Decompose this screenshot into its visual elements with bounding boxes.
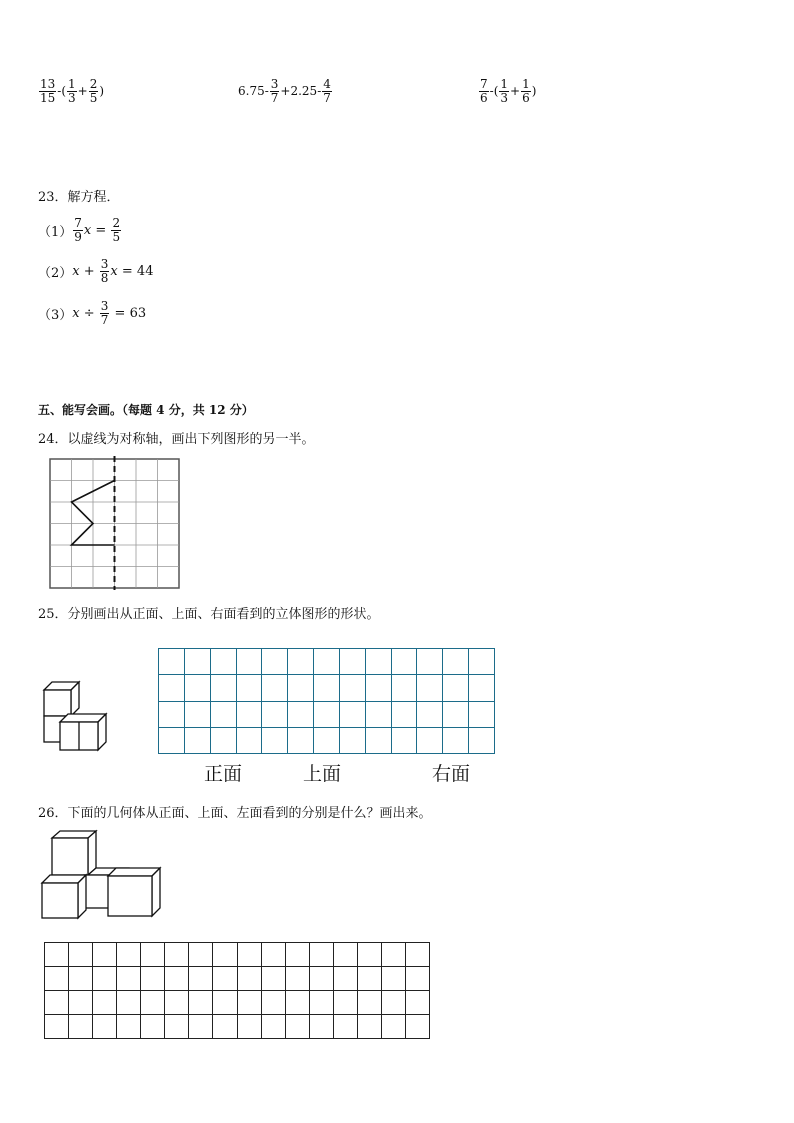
equation-1: （1） $\frac{7}{9}$ x = $\frac{2}{5}$ xyxy=(38,216,121,244)
equation-3: （3） x ÷ $\frac{3}{7}$ = 63 xyxy=(38,299,147,327)
equation-2: （2） x + $\frac{3}{8}$ x = 44 xyxy=(38,257,154,285)
cube-structure-figure xyxy=(38,828,164,922)
calc-expression-3: $\frac{7}{6}$ -( $\frac{1}{3}$ + $\frac{1}{6}$ ) xyxy=(480,77,537,105)
drawing-grid-q25[interactable] xyxy=(158,648,495,754)
question-26-text: 26．下面的几何体从正面、上面、左面看到的分别是什么？画出来。 xyxy=(38,806,432,821)
fraction: $\frac{13}{15}$ xyxy=(40,77,56,105)
question-24-text: 24．以虚线为对称轴，画出下列图形的另一半。 xyxy=(38,432,315,447)
fraction: $\frac{3}{7}$ xyxy=(100,299,109,327)
fraction: $\frac{2}{5}$ xyxy=(89,77,98,105)
view-label-top: 上面 xyxy=(303,763,342,785)
fraction: $\frac{3}{7}$ xyxy=(270,77,279,105)
calc-expression-2: 6.75- $\frac{3}{7}$ +2.25- $\frac{4}{7}$ xyxy=(238,77,331,105)
fraction: $\frac{3}{8}$ xyxy=(100,257,109,285)
symmetry-grid-figure xyxy=(46,456,182,590)
view-label-right: 右面 xyxy=(432,763,471,785)
fraction: $\frac{2}{5}$ xyxy=(112,216,121,244)
fraction: $\frac{7}{9}$ xyxy=(74,216,82,244)
cube-stack-figure xyxy=(40,678,112,756)
fraction: $\frac{1}{6}$ xyxy=(522,77,530,105)
question-25-text: 25．分别画出从正面、上面、右面看到的立体图形的形状。 xyxy=(38,607,380,622)
fraction: $\frac{1}{3}$ xyxy=(500,77,509,105)
section-5-title: 五、能写会画。（每题 4 分，共 12 分） xyxy=(38,403,254,417)
calc-expression-1: $\frac{13}{15}$ -( $\frac{1}{3}$ + $\frac{2}{5}$ ) xyxy=(40,77,105,105)
fraction: $\frac{1}{3}$ xyxy=(68,77,76,105)
view-label-front: 正面 xyxy=(204,763,243,785)
fraction: $\frac{4}{7}$ xyxy=(323,77,331,105)
question-23-title: 23．解方程． xyxy=(38,190,120,205)
fraction: $\frac{7}{6}$ xyxy=(480,77,488,105)
drawing-grid-q26[interactable] xyxy=(44,942,430,1039)
